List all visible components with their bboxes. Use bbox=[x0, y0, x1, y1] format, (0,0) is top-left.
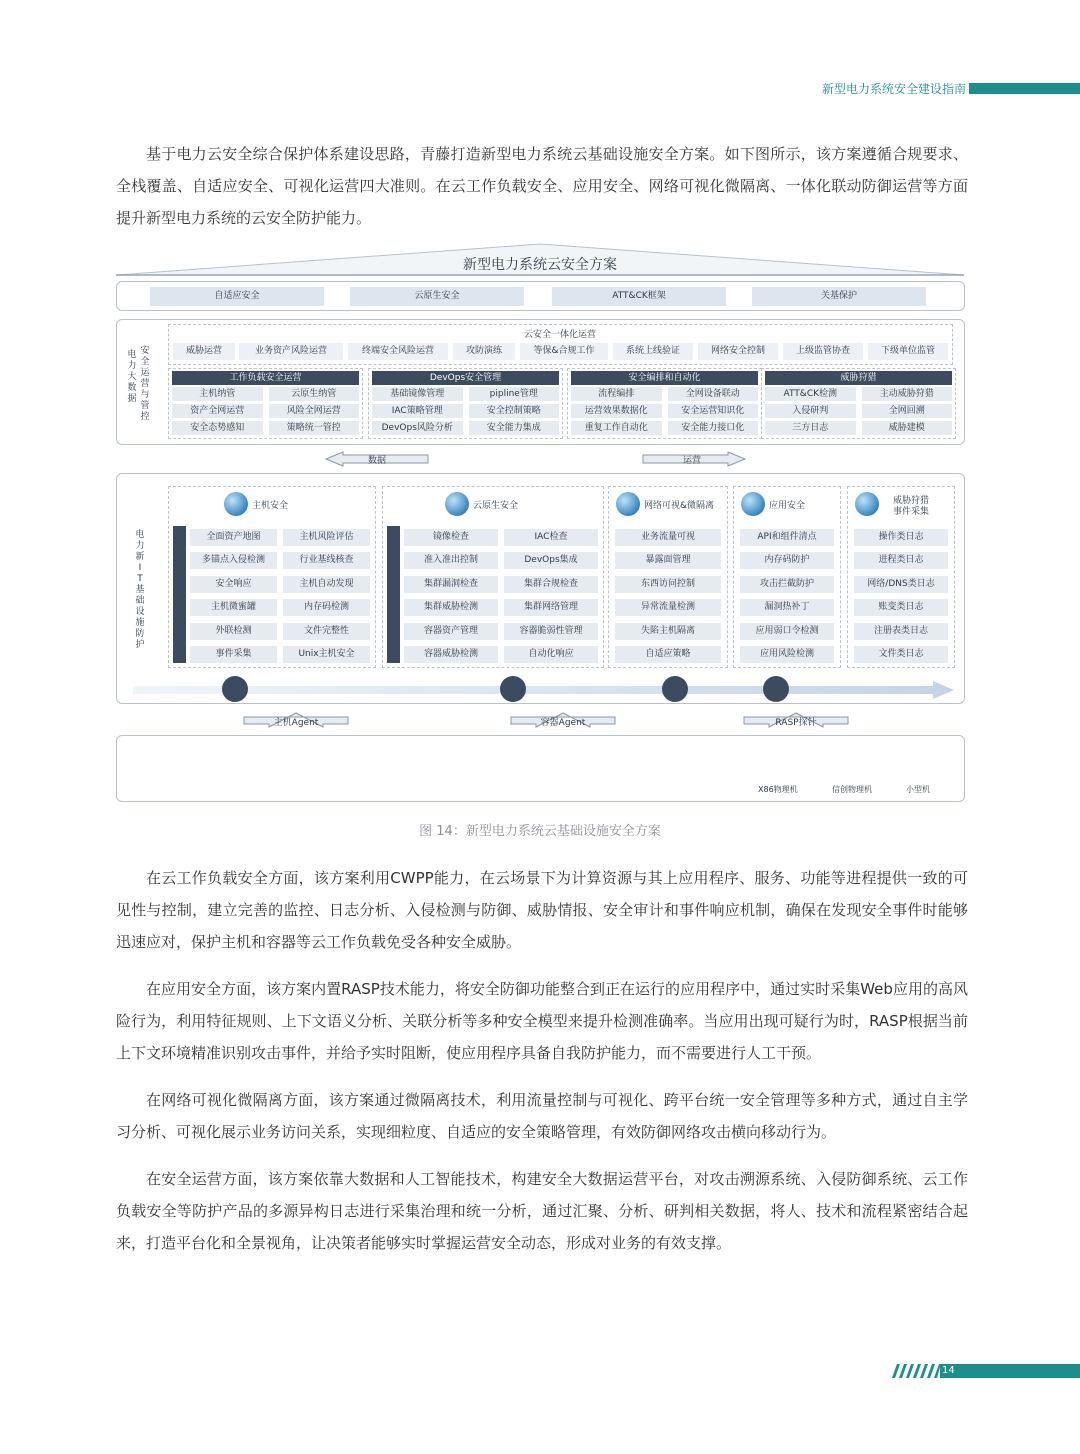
timeline-node bbox=[500, 676, 526, 702]
infra-item: 失陷主机隔离 bbox=[615, 623, 721, 640]
infra-item: 东西访问控制 bbox=[615, 576, 721, 593]
ops-group-item: ATT&CK检测 bbox=[765, 387, 856, 401]
cloud-shield-icon bbox=[855, 492, 879, 516]
host-agent-label: 主机Agent bbox=[273, 718, 319, 728]
ops-side-label: 电 力 大 数 据 bbox=[127, 350, 137, 404]
infra-item: 自动化响应 bbox=[504, 646, 598, 663]
ops-group-item: 威胁建模 bbox=[862, 421, 953, 435]
ops-group-item: DevOps风险分析 bbox=[372, 421, 463, 435]
ops-group-item: 三方日志 bbox=[765, 421, 856, 435]
ops-group-item: pipline管理 bbox=[469, 387, 560, 401]
timeline-arrow-icon bbox=[133, 680, 955, 700]
container-agent-label: 容器Agent bbox=[540, 718, 586, 728]
infra-item: 账变类日志 bbox=[854, 599, 948, 616]
diagram-title: 新型电力系统云安全方案 bbox=[463, 257, 617, 273]
ops-group-title: 威胁狩猎 bbox=[765, 371, 952, 385]
intro-paragraph: 基于电力云安全综合保护体系建设思路，青藤打造新型电力系统云基础设施安全方案。如下图所示，该方案遵循合规要求、全栈覆盖、自适应安全、可视化运营四大准则。在云工作负载安全、应用安全、网络可视化微隔离、一体化联动防御运营等方面提升新型电力系统的云安全防护能力。 bbox=[116, 145, 968, 227]
infra-item: 外联检测 bbox=[190, 623, 277, 640]
infra-module-sidebar bbox=[173, 526, 186, 663]
ops-group-item: 云原生纳管 bbox=[269, 387, 360, 401]
infra-item: IAC检查 bbox=[504, 529, 598, 546]
ops-group-item: 策略统一管控 bbox=[269, 421, 360, 435]
infra-item: 内存码防护 bbox=[740, 552, 834, 569]
infra-module-title: 云原生安全 bbox=[473, 501, 519, 511]
ops-group-item: 运营效果数据化 bbox=[571, 404, 662, 418]
infra-item: API和组件清点 bbox=[740, 529, 834, 546]
timeline-node bbox=[662, 676, 688, 702]
infra-item: Unix主机安全 bbox=[283, 646, 370, 663]
infra-item: 文件完整性 bbox=[283, 623, 370, 640]
ops-item: 威胁运营 bbox=[173, 343, 235, 360]
infra-item: 行业基线核查 bbox=[283, 552, 370, 569]
principle-chip: ATT&CK框架 bbox=[552, 287, 726, 306]
infra-item: 异常流量检测 bbox=[615, 599, 721, 616]
infra-item: 集群威胁检测 bbox=[404, 599, 498, 616]
infra-item: 集群合规检查 bbox=[504, 576, 598, 593]
footer-stripes bbox=[888, 1364, 940, 1378]
infra-module-sidebar bbox=[387, 526, 400, 663]
infra-item: 容器威胁检测 bbox=[404, 646, 498, 663]
infra-item: 自适应策略 bbox=[615, 646, 721, 663]
timeline-node bbox=[763, 676, 789, 702]
ops-arrow-label: 运营 bbox=[682, 456, 701, 466]
ops-group-item: 安全能力接口化 bbox=[668, 421, 759, 435]
platform-label: X86物理机 bbox=[758, 785, 798, 794]
principle-chip: 关基保护 bbox=[752, 287, 926, 306]
footer-bar bbox=[940, 1364, 1080, 1378]
infra-item: 操作类日志 bbox=[854, 529, 948, 546]
ops-item: 终端安全风险运营 bbox=[348, 343, 448, 360]
ops-group-item: 安全能力集成 bbox=[469, 421, 560, 435]
infra-module-title: 应用安全 bbox=[769, 501, 806, 511]
cloud-shield-icon bbox=[616, 492, 640, 516]
infra-item: 集群网络管理 bbox=[504, 599, 598, 616]
ops-group-item: 安全控制策略 bbox=[469, 404, 560, 418]
principle-chip: 自适应安全 bbox=[150, 287, 324, 306]
cloud-shield-icon bbox=[224, 492, 248, 516]
ops-group-item: 入侵研判 bbox=[765, 404, 856, 418]
infra-module-title: 威胁狩猎 bbox=[893, 496, 930, 506]
header-title: 新型电力系统安全建设指南 bbox=[821, 82, 966, 96]
ops-group-item: 主机纳管 bbox=[172, 387, 263, 401]
ops-group-item: 资产全网运营 bbox=[172, 404, 263, 418]
infra-item: 容器脆弱性管理 bbox=[504, 623, 598, 640]
timeline-node bbox=[222, 676, 248, 702]
infra-item: 主机微蜜罐 bbox=[190, 599, 277, 616]
header-accent-bar bbox=[969, 83, 1080, 94]
ops-group-item: IAC策略管理 bbox=[372, 404, 463, 418]
ops-item: 上级监管协查 bbox=[783, 343, 863, 360]
infra-item: 漏洞热补丁 bbox=[740, 599, 834, 616]
body-paragraph: 在应用安全方面，该方案内置RASP技术能力，将安全防御功能整合到正在运行的应用程序中，通过实时采集Web应用的高风险行为，利用特征规则、上下文语义分析、关联分析等多种安全模型来提升检测准确率。当应用出现可疑行为时，RASP根据当前上下文环境精准识别攻击事件，并给予实时阻断，使应用程序具备自我防护能力，而不需要进行人工干预。 bbox=[116, 980, 968, 1062]
infra-item: 全面资产地图 bbox=[190, 529, 277, 546]
ops-group-item: 基础镜像管理 bbox=[372, 387, 463, 401]
ops-group-title: 安全编排和自动化 bbox=[571, 371, 758, 385]
ops-item: 等保&合规工作 bbox=[520, 343, 608, 360]
infra-module-title: 主机安全 bbox=[252, 501, 289, 511]
infra-item: 事件采集 bbox=[190, 646, 277, 663]
rasp-probe-label: RASP探针 bbox=[775, 718, 817, 728]
platform-label: 小型机 bbox=[906, 785, 930, 794]
ops-item: 网络安全控制 bbox=[698, 343, 778, 360]
infra-side-label: 电 力 新 I T 基 础 设 施 防 护 bbox=[135, 530, 145, 650]
infra-item: 业务流量可视 bbox=[615, 529, 721, 546]
body-paragraph: 在网络可视化微隔离方面，该方案通过微隔离技术，利用流量控制与可视化、跨平台统一安全管理等多种方式，通过自主学习分析、可视化展示业务访问关系，实现细粒度、自适应的安全策略管理，有效防御网络攻击横向移动行为。 bbox=[116, 1091, 968, 1141]
ops-group-item: 风险全网运营 bbox=[269, 404, 360, 418]
principle-chip: 云原生安全 bbox=[350, 287, 524, 306]
infra-item: 主机自动发现 bbox=[283, 576, 370, 593]
ops-top-title: 云安全一体化运营 bbox=[523, 330, 596, 340]
infra-item: 进程类日志 bbox=[854, 552, 948, 569]
ops-item: 系统上线验证 bbox=[613, 343, 693, 360]
infra-item: 注册表类日志 bbox=[854, 623, 948, 640]
figure-caption: 图 14：新型电力系统云基础设施安全方案 bbox=[419, 824, 661, 839]
ops-group-item: 主动威胁狩猎 bbox=[862, 387, 953, 401]
infra-item: 集群漏洞检查 bbox=[404, 576, 498, 593]
body-paragraph: 在云工作负载安全方面，该方案利用CWPP能力，在云场景下为计算资源与其上应用程序、服务、功能等进程提供一致的可见性与控制，建立完善的监控、日志分析、入侵检测与防御、威胁情报、安全审计和事件响应机制，确保在发现安全事件时能够迅速应对，保护主机和容器等云工作负载免受各种安全威胁。 bbox=[116, 869, 968, 951]
infra-item: 攻击拦截防护 bbox=[740, 576, 834, 593]
ops-group-item: 全网回溯 bbox=[862, 404, 953, 418]
infra-module-title: 事件采集 bbox=[893, 507, 930, 517]
ops-item: 下级单位监管 bbox=[868, 343, 948, 360]
body-paragraph: 在安全运营方面，该方案依靠大数据和人工智能技术，构建安全大数据运营平台，对攻击溯源系统、入侵防御系统、云工作负载安全等防护产品的多源异构日志进行采集治理和统一分析，通过汇聚、分析、研判相关数据，将人、技术和流程紧密结合起来，打造平台化和全景视角，让决策者能够实时掌握运营安全动态，形成对业务的有效支撑。 bbox=[116, 1170, 968, 1252]
infra-item: 安全响应 bbox=[190, 576, 277, 593]
infra-item: 镜像检查 bbox=[404, 529, 498, 546]
platform-label: 信创物理机 bbox=[832, 785, 872, 794]
infra-item: 文件类日志 bbox=[854, 646, 948, 663]
infra-item: 应用弱口令检测 bbox=[740, 623, 834, 640]
ops-group-item: 安全运营知识化 bbox=[668, 404, 759, 418]
ops-item: 业务资产风险运营 bbox=[239, 343, 343, 360]
ops-group-title: DevOps安全管理 bbox=[372, 371, 559, 385]
infra-item: 暴露面管理 bbox=[615, 552, 721, 569]
page-number: 14 bbox=[942, 1365, 955, 1376]
infra-item: 主机风险评估 bbox=[283, 529, 370, 546]
infra-item: 网络/DNS类日志 bbox=[854, 576, 948, 593]
infra-item: 容器资产管理 bbox=[404, 623, 498, 640]
infra-item: DevOps集成 bbox=[504, 552, 598, 569]
ops-group-item: 重复工作自动化 bbox=[571, 421, 662, 435]
infra-item: 多锚点入侵检测 bbox=[190, 552, 277, 569]
ops-group-title: 工作负载安全运营 bbox=[172, 371, 359, 385]
infra-item: 准入准出控制 bbox=[404, 552, 498, 569]
infra-item: 应用风险检测 bbox=[740, 646, 834, 663]
infra-item: 内存码检测 bbox=[283, 599, 370, 616]
ops-group-item: 安全态势感知 bbox=[172, 421, 263, 435]
ops-side-label-2: 安 全 运 营 与 管 控 bbox=[140, 346, 150, 422]
data-arrow-label: 数据 bbox=[367, 456, 386, 466]
ops-group-item: 全网设备联动 bbox=[668, 387, 759, 401]
cloud-shield-icon bbox=[445, 492, 469, 516]
infra-module-title: 网络可视&微隔离 bbox=[644, 501, 715, 511]
cloud-shield-icon bbox=[741, 492, 765, 516]
ops-group-item: 流程编排 bbox=[571, 387, 662, 401]
ops-item: 攻防演练 bbox=[453, 343, 515, 360]
